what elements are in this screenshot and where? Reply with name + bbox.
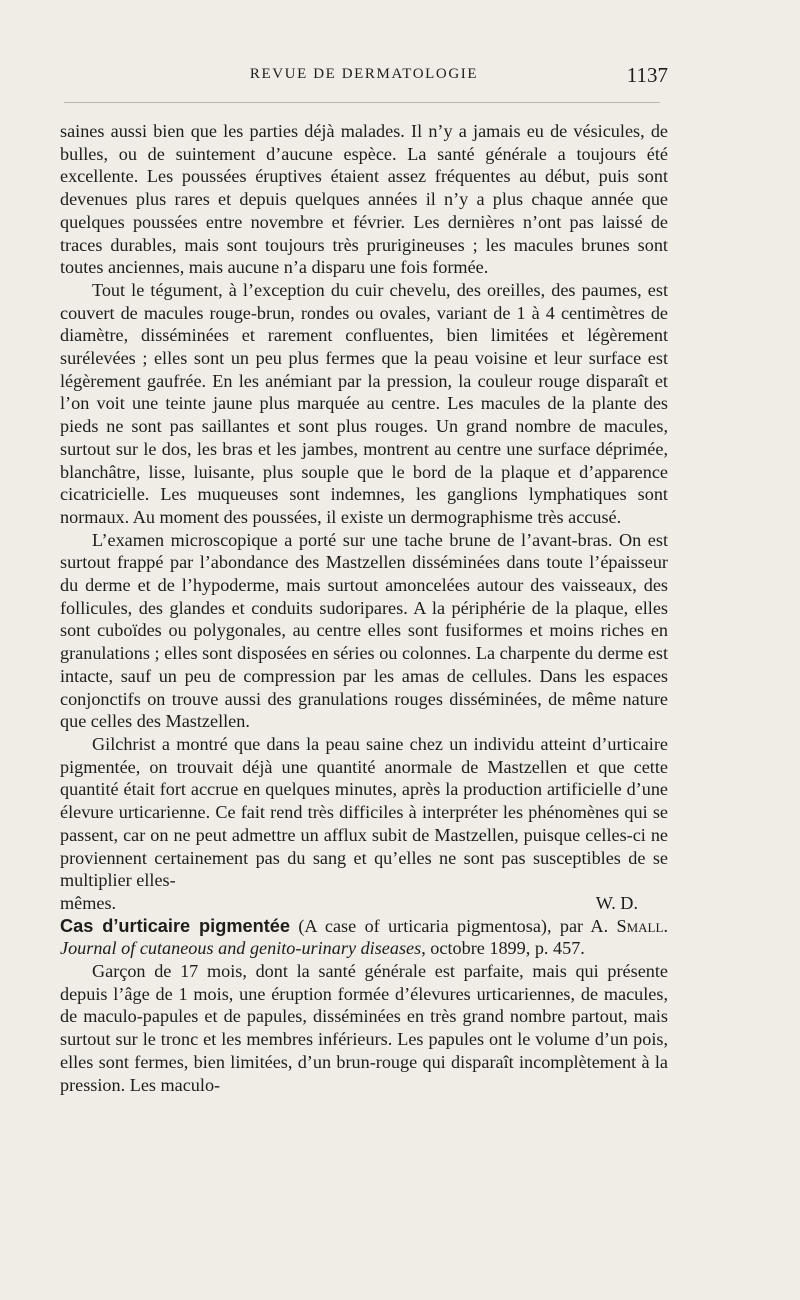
paragraph-4: Gilchrist a montré que dans la peau saine chez un individu atteint d’urticaire pigmentée, on trouvait déjà une quantité anormale de Mastzellen et que cette quantité était fort accrue en quelques minutes, après la production artificielle d’une élevure urticarienne. Ce fait rend très difficiles à interpréter les phénomènes qui se passent, car on ne peut admettre un afflux subit de Mastzellen, puisque celles-ci ne proviennent certainement pas du sang et qu’elles ne sont pas susceptibles de se multiplier elles- <box>60 733 668 891</box>
page-number: 1137 <box>626 63 668 87</box>
running-header <box>60 64 668 88</box>
journal-title: REVUE DE DERMATOLOGIE <box>249 66 479 82</box>
article-subtitle: (A case of urticaria pigmentosa), par A. <box>290 915 617 936</box>
article-paragraph: Garçon de 17 mois, dont la santé générale est parfaite, mais qui présente depuis l’âge de 1 mois, une éruption formée d’élevures urticariennes, de macules, de maculo-papules et de papules, disséminées en très grand nombre partout, mais surtout sur le tronc et les membres inférieurs. Les papules ont le volume d’un pois, elles sont fermes, bien limitées, d’un brun-rouge qui disparaît incomplètement à la pression. Les maculo- <box>60 961 668 1095</box>
article-author: Small <box>616 915 664 936</box>
paragraph-3: L’examen microscopique a porté sur une tache brune de l’avant-bras. On est surtout frappé par l’abondance des Mastzellen disséminées dans toute l’épaisseur du derme et de l’hypoderme, mais surtout amoncelées autour des vaisseaux, des follicules, des glandes et conduits sudoripares. A la périphérie de la plaque, elles sont cuboïdes ou polygonales, au centre elles sont fusiformes et moins riches en granulations ; elles sont disposées en séries ou colonnes. La charpente du derme est intacte, sauf un peu de compression par les amas de cellules. Dans les espaces conjonctifs on trouve aussi des granulations rouges disséminées, de même nature que celles des Mastzellen. <box>60 529 668 732</box>
author-signature: W. D. <box>595 892 638 913</box>
paragraph-4-end: mêmes. <box>60 892 117 913</box>
source-journal: Journal of cutaneous and genito-urinary diseases <box>60 938 422 959</box>
paragraph-1: saines aussi bien que les parties déjà malades. Il n’y a jamais eu de vésicules, de bulles, ou de suintement d’aucune espèce. La santé générale a toujours été excellente. Les poussées éruptives étaient assez fréquentes au début, puis sont devenues plus rares et depuis quelques années il n’y a plus chaque année que quelques poussées entre novembre et février. Les dernières n’ont pas laissé de traces durables, mais sont toujours très prurigineuses ; les macules brunes sont toutes anciennes, mais aucune n’a disparu une fois formée. <box>60 121 668 278</box>
author-separator: . <box>663 915 668 936</box>
citation-details: , octobre 1899, p. 457. <box>421 938 585 959</box>
body-text <box>60 120 668 1096</box>
article-citation <box>60 915 668 960</box>
paragraph-2: Tout le tégument, à l’exception du cuir chevelu, des oreilles, des paumes, est couvert de macules rouge-brun, rondes ou ovales, variant de 1 à 4 centimètres de diamètre, disséminées et rarement confluentes, bien limitées et légèrement surélevées ; elles sont un peu plus fermes que la peau voisine et leur surface est légèrement gaufrée. En les anémiant par la pression, la couleur rouge disparaît et l’on voit une teinte jaune plus marquée au centre. Les macules de la plante des pieds ne sont pas saillantes et sont plus rouges. Un grand nombre de macules, surtout sur le dos, les bras et les jambes, montrent au centre une surface déprimée, blanchâtre, lisse, luisante, plus souple que le bord de la plaque et d’apparence cicatricielle. Les muqueuses sont indemnes, les ganglions lymphatiques sont normaux. Au moment des poussées, il existe un dermographisme très accusé. <box>60 279 668 527</box>
signature-line <box>60 892 668 915</box>
article-title: Cas d’urticaire pigmentée <box>60 915 290 936</box>
header-rule <box>64 102 660 103</box>
